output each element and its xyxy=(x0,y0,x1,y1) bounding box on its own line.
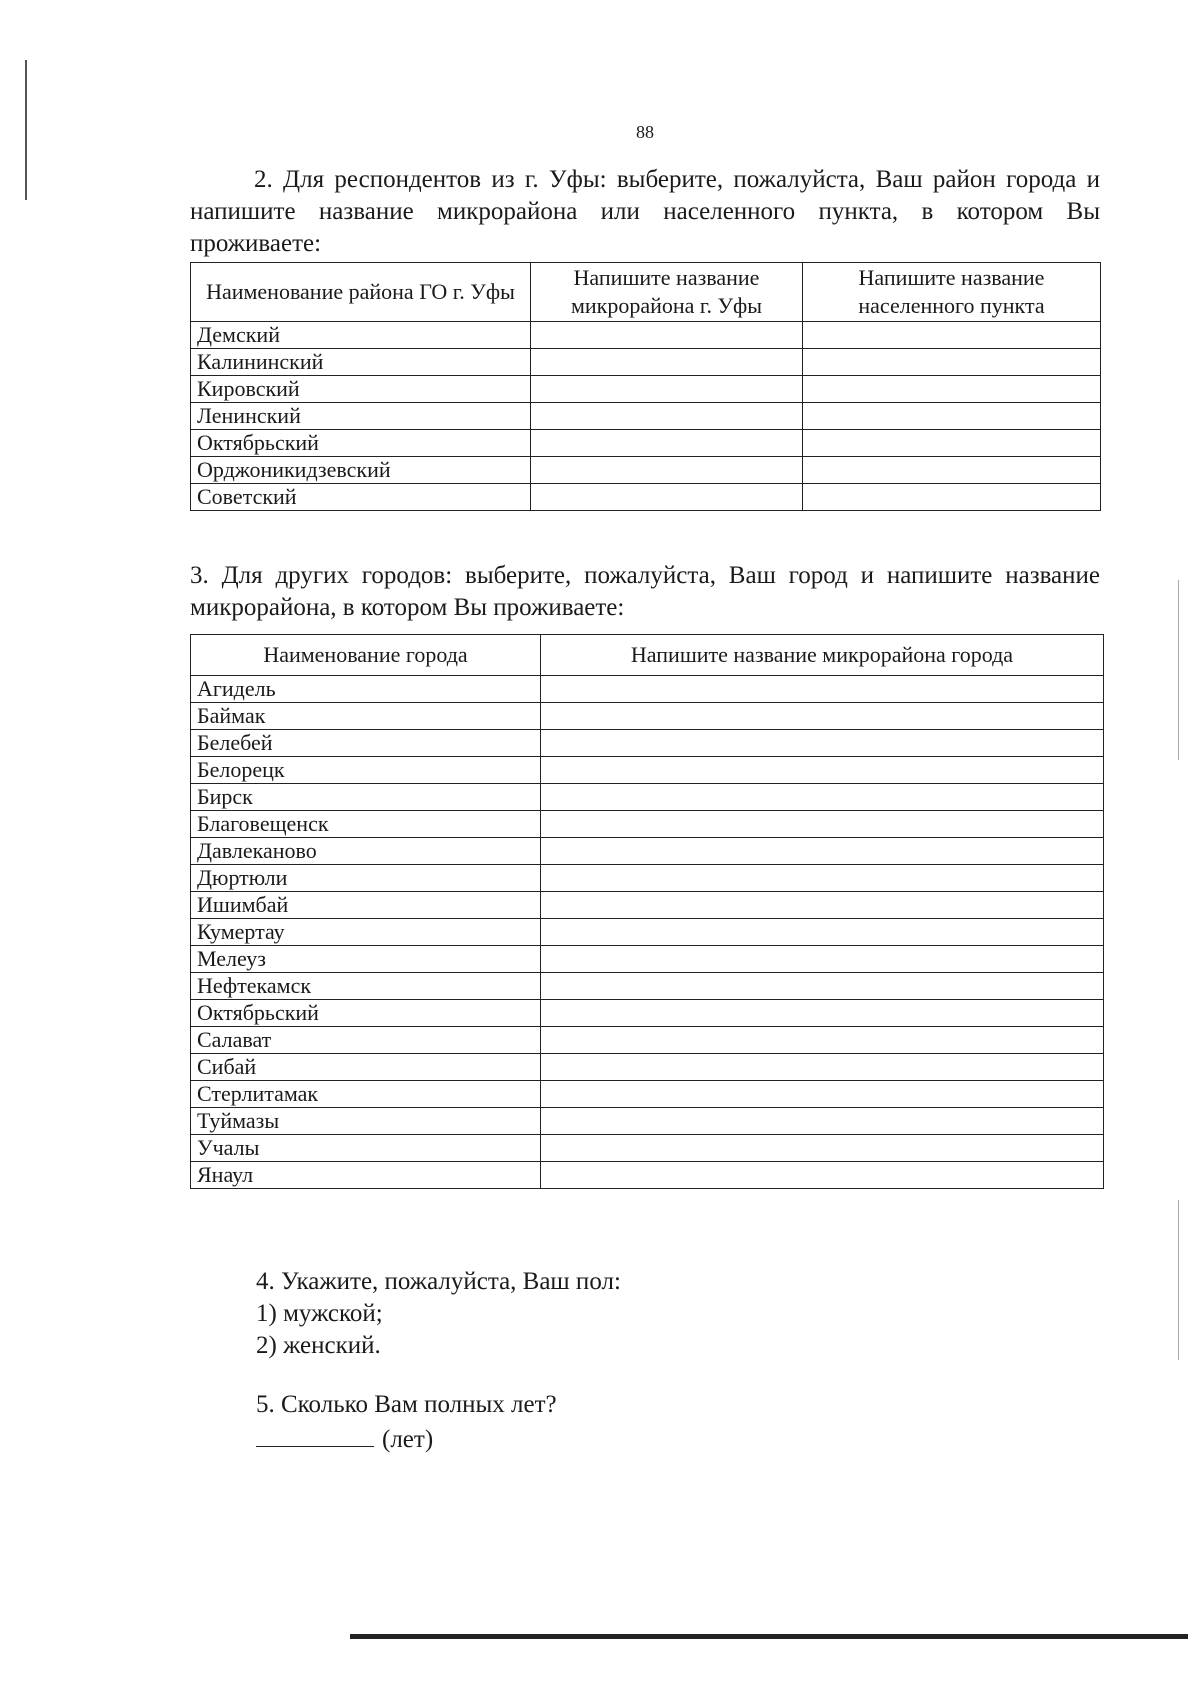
row-label: Баймак xyxy=(191,703,541,730)
header-microdistrict: Напишите название микрорайона г. Уфы xyxy=(531,263,803,322)
answer-cell[interactable] xyxy=(541,973,1104,1000)
answer-cell[interactable] xyxy=(541,730,1104,757)
row-label: Советский xyxy=(191,484,531,511)
table-row xyxy=(191,892,1104,919)
table-row xyxy=(191,1081,1104,1108)
row-label: Октябрьский xyxy=(191,430,531,457)
table-row xyxy=(191,1054,1104,1081)
row-label: Демский xyxy=(191,322,531,349)
scan-edge-line xyxy=(1178,580,1179,760)
answer-cell[interactable] xyxy=(541,757,1104,784)
answer-cell[interactable] xyxy=(531,430,803,457)
answer-cell[interactable] xyxy=(541,1108,1104,1135)
header-city-microdistrict: Напишите название микрорайона города xyxy=(541,635,1104,676)
table-row xyxy=(191,484,1101,511)
age-input-blank[interactable] xyxy=(256,1422,374,1447)
cities-body xyxy=(191,676,1104,1189)
answer-cell[interactable] xyxy=(541,1054,1104,1081)
row-label: Учалы xyxy=(191,1135,541,1162)
answer-cell[interactable] xyxy=(541,1081,1104,1108)
row-label: Мелеуз xyxy=(191,946,541,973)
answer-cell[interactable] xyxy=(541,676,1104,703)
table-row xyxy=(191,676,1104,703)
row-label: Бирск xyxy=(191,784,541,811)
table-row xyxy=(191,946,1104,973)
table-row xyxy=(191,1000,1104,1027)
question-2-label: 2. Для респондентов из г. Уфы: выберите, пожалуйста, Ваш район города и напишите название микрорайона или населенного пункта, в котором Вы проживаете: xyxy=(190,166,1100,257)
table-header-row xyxy=(191,263,1101,322)
row-label: Стерлитамак xyxy=(191,1081,541,1108)
row-label: Сибай xyxy=(191,1054,541,1081)
answer-cell[interactable] xyxy=(531,484,803,511)
question-4-title: 4. Укажите, пожалуйста, Ваш пол: xyxy=(256,1268,621,1295)
row-label: Давлеканово xyxy=(191,838,541,865)
table-row xyxy=(191,865,1104,892)
answer-cell[interactable] xyxy=(803,376,1101,403)
table-row xyxy=(191,1135,1104,1162)
row-label: Ленинский xyxy=(191,403,531,430)
question-4 xyxy=(256,1266,621,1362)
answer-cell[interactable] xyxy=(803,457,1101,484)
row-label: Ишимбай xyxy=(191,892,541,919)
table-row xyxy=(191,919,1104,946)
ufa-districts-body xyxy=(191,322,1101,511)
answer-cell[interactable] xyxy=(541,865,1104,892)
answer-cell[interactable] xyxy=(541,811,1104,838)
header-city: Наименование города xyxy=(191,635,541,676)
age-unit-label: (лет) xyxy=(382,1426,434,1453)
table-row xyxy=(191,1162,1104,1189)
row-label: Кировский xyxy=(191,376,531,403)
answer-cell[interactable] xyxy=(541,784,1104,811)
answer-cell[interactable] xyxy=(541,703,1104,730)
question-5-title: 5. Сколько Вам полных лет? xyxy=(256,1391,557,1418)
table-row xyxy=(191,730,1104,757)
answer-cell[interactable] xyxy=(803,403,1101,430)
table-row xyxy=(191,403,1101,430)
table-row xyxy=(191,1027,1104,1054)
page-number: 88 xyxy=(636,122,654,142)
answer-cell[interactable] xyxy=(541,892,1104,919)
answer-cell[interactable] xyxy=(531,322,803,349)
row-label: Кумертау xyxy=(191,919,541,946)
answer-cell[interactable] xyxy=(541,1162,1104,1189)
row-label: Благовещенск xyxy=(191,811,541,838)
scan-edge-line xyxy=(25,60,27,200)
answer-cell[interactable] xyxy=(541,919,1104,946)
table-row xyxy=(191,349,1101,376)
gender-option-female[interactable]: 2) женский. xyxy=(256,1332,381,1359)
table-header-row xyxy=(191,635,1104,676)
answer-cell[interactable] xyxy=(541,1027,1104,1054)
table-row xyxy=(191,811,1104,838)
header-district: Наименование района ГО г. Уфы xyxy=(191,263,531,322)
bottom-rule xyxy=(350,1634,1188,1639)
table-row xyxy=(191,973,1104,1000)
table-row xyxy=(191,784,1104,811)
table-row xyxy=(191,838,1104,865)
answer-cell[interactable] xyxy=(803,349,1101,376)
answer-cell[interactable] xyxy=(541,946,1104,973)
answer-cell[interactable] xyxy=(803,322,1101,349)
table-row xyxy=(191,376,1101,403)
answer-cell[interactable] xyxy=(531,376,803,403)
answer-cell[interactable] xyxy=(541,838,1104,865)
answer-cell[interactable] xyxy=(541,1135,1104,1162)
answer-cell[interactable] xyxy=(803,430,1101,457)
table-row xyxy=(191,757,1104,784)
row-label: Янаул xyxy=(191,1162,541,1189)
table-row xyxy=(191,430,1101,457)
answer-cell[interactable] xyxy=(803,484,1101,511)
row-label: Белебей xyxy=(191,730,541,757)
answer-cell[interactable] xyxy=(541,1000,1104,1027)
row-label: Орджоникидзевский xyxy=(191,457,531,484)
answer-cell[interactable] xyxy=(531,349,803,376)
question-5 xyxy=(256,1388,557,1457)
row-label: Салават xyxy=(191,1027,541,1054)
answer-cell[interactable] xyxy=(531,457,803,484)
row-label: Белорецк xyxy=(191,757,541,784)
cities-table xyxy=(190,634,1104,1189)
row-label: Нефтекамск xyxy=(191,973,541,1000)
row-label: Октябрьский xyxy=(191,1000,541,1027)
table-row xyxy=(191,322,1101,349)
question-3-text: 3. Для других городов: выберите, пожалуйста, Ваш город и напишите название микрорайона, в котором Вы проживаете: xyxy=(190,562,1100,621)
ufa-districts-table xyxy=(190,262,1101,511)
header-settlement: Напишите название населенного пункта xyxy=(803,263,1101,322)
gender-option-male[interactable]: 1) мужской; xyxy=(256,1300,383,1327)
table-row xyxy=(191,703,1104,730)
table-row xyxy=(191,1108,1104,1135)
row-label: Калининский xyxy=(191,349,531,376)
answer-cell[interactable] xyxy=(531,403,803,430)
question-2-text xyxy=(190,164,1100,260)
row-label: Агидель xyxy=(191,676,541,703)
row-label: Туймазы xyxy=(191,1108,541,1135)
row-label: Дюртюли xyxy=(191,865,541,892)
table-row xyxy=(191,457,1101,484)
scan-edge-line xyxy=(1178,1200,1179,1360)
